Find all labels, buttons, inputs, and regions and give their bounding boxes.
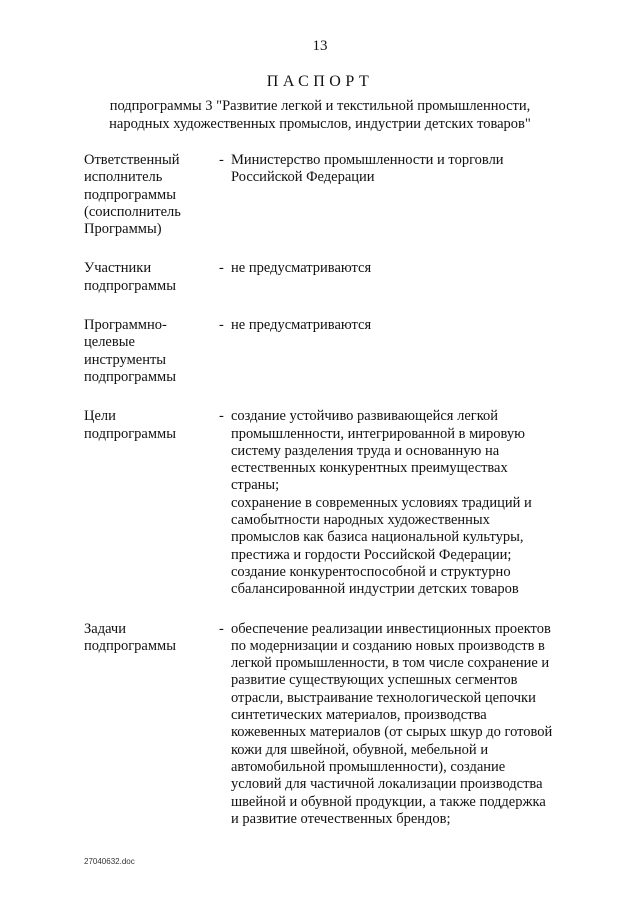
value-line: обеспечение реализации инвестиционных проектов [231, 620, 551, 637]
row-label [84, 317, 219, 386]
value-line: создание конкурентоспособной и структурно [231, 563, 511, 580]
subtitle-line: подпрограммы 3 "Развитие легкой и текстильной промышленности, [109, 98, 531, 114]
label-line: Ответственный [84, 152, 180, 168]
row-label [84, 260, 219, 295]
row-dash: - [219, 317, 224, 334]
passport-row-responsible [84, 152, 554, 238]
subtitle-line: народных художественных промыслов, индустрии детских товаров" [109, 116, 531, 132]
row-label [84, 408, 219, 598]
value-line: автомобильной промышленности), создание [231, 758, 506, 775]
value-line: престижа и гордости Российской Федерации; [231, 546, 512, 563]
passport-row-participants [84, 260, 554, 295]
row-value [231, 317, 554, 386]
value-line: создание устойчиво развивающейся легкой [231, 408, 499, 425]
row-dash: - [219, 408, 224, 425]
value-line: легкой промышленности, в том числе сохранение и [231, 655, 550, 672]
value-line: развитие существующих успешных сегментов [231, 672, 518, 689]
value-line: сбалансированной индустрии детских товаров [231, 581, 519, 598]
document-title: ПАСПОРТ [266, 73, 374, 90]
value-line: не предусматриваются [231, 317, 372, 334]
value-line: отрасли, выстраивание технологической цепочки [231, 689, 536, 706]
value-line: по модернизации и созданию новых производств в [231, 637, 545, 654]
value-line: промыслов как базиса национальной культуры, [231, 529, 524, 546]
passport-table [84, 152, 554, 850]
label-line: подпрограммы [84, 368, 176, 385]
passport-row-goals [84, 408, 554, 598]
value-line: синтетических материалов, производства [231, 707, 487, 724]
label-line: Участники [84, 260, 152, 277]
value-line: страны; [231, 477, 280, 494]
label-line: инструменты [84, 351, 167, 368]
value-line: и развитие отечественных брендов; [231, 810, 451, 827]
value-line: самобытности народных художественных [231, 512, 490, 529]
value-line: естественных конкурентных преимуществах [231, 460, 508, 477]
row-value [231, 152, 554, 238]
row-value [231, 408, 554, 598]
label-line: подпрограммы [84, 637, 176, 654]
value-line: Министерство промышленности и торговли [231, 152, 504, 168]
row-dash: - [219, 260, 224, 277]
page-number: 13 [312, 38, 328, 54]
value-line: сохранение в современных условиях традиций и [231, 494, 532, 511]
value-line: не предусматриваются [231, 260, 372, 277]
label-line: подпрограммы [84, 186, 176, 203]
row-label [84, 621, 219, 829]
value-line: условий для частичной локализации производства [231, 776, 543, 793]
label-line: подпрограммы [84, 425, 176, 442]
document-subtitle [0, 97, 640, 133]
value-line: систему разделения труда и основанную на [231, 442, 500, 459]
row-value [231, 621, 554, 829]
label-line: исполнитель [84, 169, 163, 186]
passport-row-tasks [84, 621, 554, 829]
row-dash: - [219, 152, 224, 168]
value-line: Российской Федерации [231, 169, 375, 186]
value-line: швейной и обувной продукции, а также поддержка [231, 793, 546, 810]
label-line: Программы) [84, 221, 162, 238]
footer-file-code: 27040632.doc [84, 857, 135, 866]
row-dash: - [219, 620, 224, 637]
label-line: Программно- [84, 317, 167, 334]
label-line: подпрограммы [84, 277, 176, 294]
label-line: Цели [84, 408, 116, 425]
label-line: (соисполнитель [84, 203, 181, 220]
passport-row-instruments [84, 317, 554, 386]
value-line: промышленности, интегрированной в мировую [231, 425, 525, 442]
value-line: кожевенных материалов (от сырых шкур до готовой [231, 724, 553, 741]
label-line: Задачи [84, 620, 126, 637]
value-line: кожи для швейной, обувной, мебельной и [231, 741, 489, 758]
row-value [231, 260, 554, 295]
label-line: целевые [84, 334, 135, 351]
row-label [84, 152, 219, 238]
